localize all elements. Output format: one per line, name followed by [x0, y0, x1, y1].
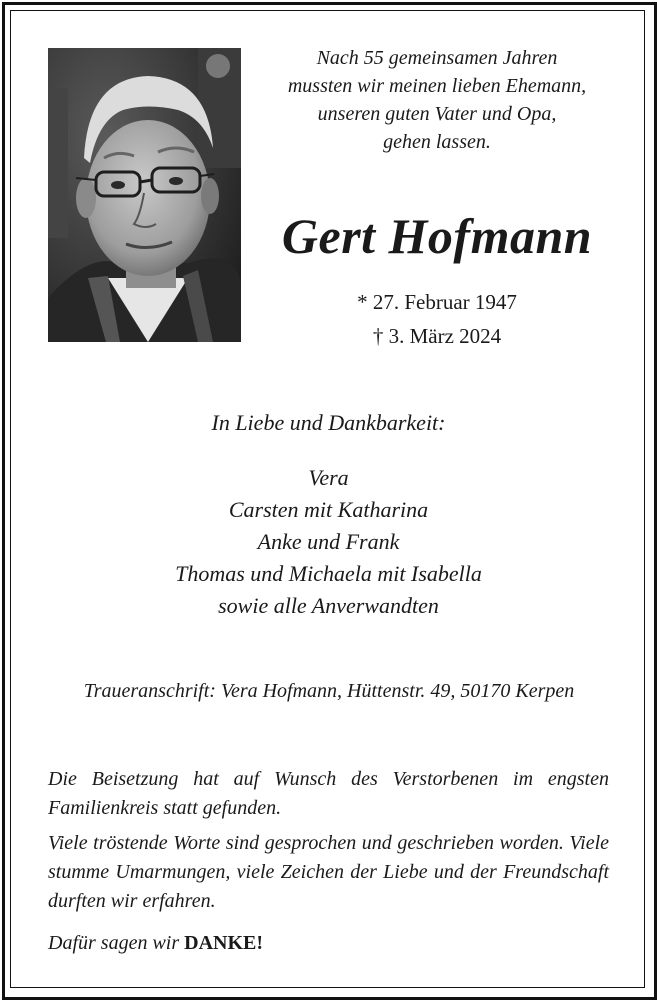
- intro-line: mussten wir meinen lieben Ehemann,: [287, 75, 587, 97]
- mourning-address: Traueranschrift: Vera Hofmann, Hüttenstr. 49, 50170 Kerpen: [83, 680, 575, 702]
- birth-date: * 27. Februar 1947: [357, 290, 517, 314]
- condolences-note: Viele tröstende Worte sind gesprochen und geschrieben worden. Viele stumme Umarmungen, viele Zeichen der Liebe und der Freundschaft durften wir erfahren.: [48, 832, 609, 912]
- mourners-list: [0, 462, 657, 622]
- intro-line: unseren guten Vater und Opa,: [317, 103, 557, 125]
- mourner-name: Anke und Frank: [257, 529, 400, 554]
- thanks-word: DANKE!: [184, 932, 264, 954]
- mourner-name: Vera: [308, 465, 349, 490]
- portrait-photo: [48, 48, 241, 342]
- mourners-heading: In Liebe und Dankbarkeit:: [211, 410, 446, 435]
- mourner-name: sowie alle Anverwandten: [218, 593, 439, 618]
- intro-line: gehen lassen.: [383, 131, 491, 153]
- thanks-prefix: Dafür sagen wir: [48, 932, 185, 954]
- thanks-line: [48, 929, 609, 958]
- deceased-name: Gert Hofmann: [281, 208, 593, 264]
- life-dates: [262, 285, 612, 353]
- death-date: † 3. März 2024: [372, 324, 502, 348]
- intro-text: [262, 44, 612, 156]
- intro-line: Nach 55 gemeinsamen Jahren: [316, 47, 558, 69]
- burial-note: Die Beisetzung hat auf Wunsch des Verstorbenen im engsten Familienkreis statt gefunden.: [48, 768, 609, 819]
- mourner-name: Thomas und Michaela mit Isabella: [175, 561, 482, 586]
- mourner-name: Carsten mit Katharina: [228, 497, 429, 522]
